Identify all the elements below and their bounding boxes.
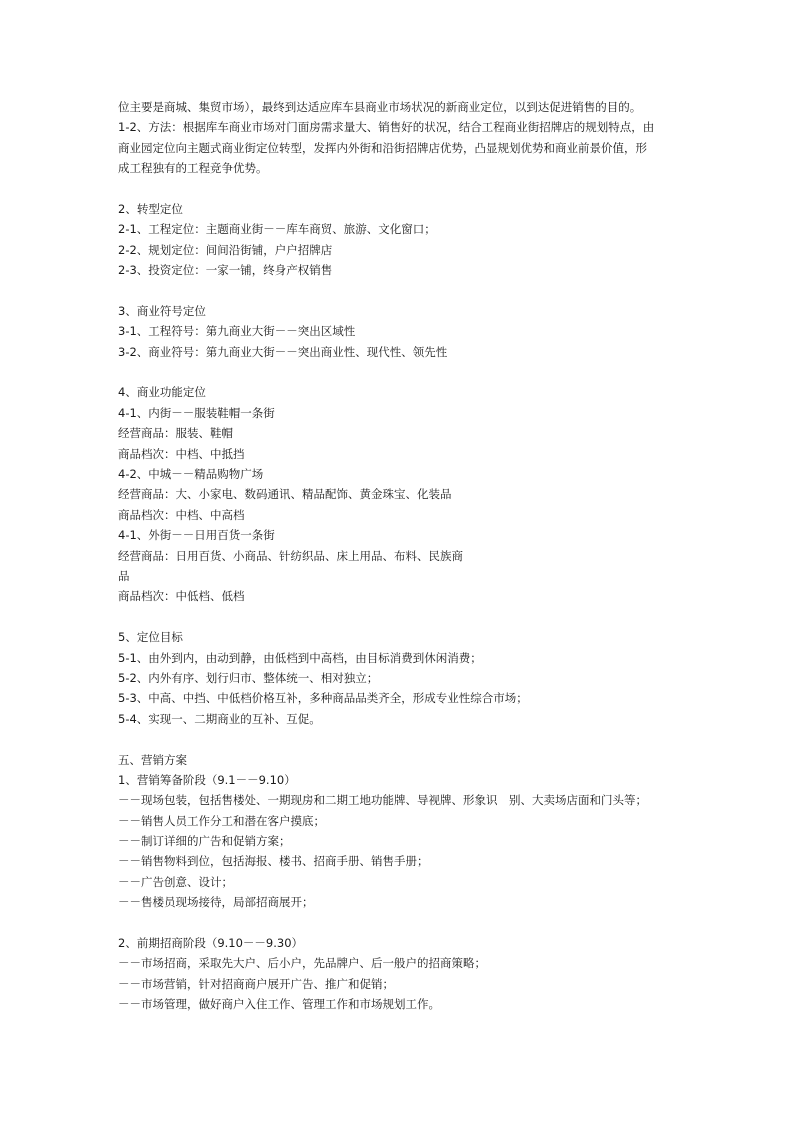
paragraph-gap [118,913,678,933]
document-body [118,97,678,1015]
text-line: －－市场招商，采取先大户、后小户，先品牌户、后一般户的招商策略； [118,956,486,971]
text-line: 5-2、内外有序、划行归市、整体统一、相对独立； [118,670,379,685]
text-line: 商品档次：中档、中抵挡 [118,446,245,461]
text-line: 2、转型定位 [118,201,183,216]
text-line: －－现场包装，包括售楼处、一期现房和二期工地功能牌、导视牌、形象识 别、大卖场店面和门头等； [118,793,647,808]
text-line: 3-1、工程符号：第九商业大街－－突出区域性 [118,324,356,339]
text-line: 3、商业符号定位 [118,303,206,318]
text-line: 位主要是商城、集贸市场），最终到达适应库车县商业市场状况的新商业定位，以到达促进销售的目的。 [118,100,642,114]
text-line: 5-1、由外到内，由动到静，由低档到中高档，由目标消费到休闲消费； [118,650,482,665]
paragraph-gap [118,362,678,382]
text-line: 五、营销方案 [118,752,187,767]
text-line: －－销售物料到位，包括海报、楼书、招商手册、销售手册； [118,854,429,869]
text-line: 4-2、中城－－精品购物广场 [118,467,264,482]
paragraph-gap [118,281,678,301]
text-line: －－市场管理，做好商户入住工作、管理工作和市场规划工作。 [118,997,440,1012]
text-line: 2-1、工程定位：主题商业街－－库车商贸、旅游、文化窗口； [118,222,436,237]
text-line: 经营商品：大、小家电、数码通讯、精品配饰、黄金珠宝、化装品 [118,487,452,502]
text-line: 1、营销筹备阶段（9.1－－9.10） [118,772,296,787]
text-line: 2、前期招商阶段（9.10－－9.30） [118,936,304,951]
text-line: 商品档次：中档、中高档 [118,507,245,522]
text-line: 5、定位目标 [118,630,183,645]
paragraph-gap [118,179,678,199]
text-line: 商业园定位向主题式商业街定位转型，发挥内外街和沿街招牌店优势，凸显规划优势和商业前景价值，形 [118,140,647,155]
text-line: 1-2、方法：根据库车商业市场对门面房需求量大、销售好的状况，结合工程商业街招牌店的规划特点，由 [118,120,655,135]
text-line: 5-3、中高、中挡、中低档价格互补，多种商品品类齐全，形成专业性综合市场； [118,691,528,706]
paragraph-gap [118,729,678,749]
text-line: －－制订详细的广告和促销方案； [118,834,291,849]
text-line: －－广告创意、设计； [118,874,233,889]
text-line: 4-1、内街－－服装鞋帽一条街 [118,405,275,420]
text-line: 经营商品：服装、鞋帽 [118,426,233,441]
text-line: 4-1、外街－－日用百货一条街 [118,528,275,543]
text-line: 经营商品：日用百货、小商品、针纺织品、床上用品、布料、民族商 [118,548,463,563]
text-line: －－售楼员现场接待，局部招商展开； [118,895,314,910]
text-line: －－市场营销，针对招商商户展开广告、推广和促销； [118,976,394,991]
text-line: 成工程独有的工程竞争优势。 [118,161,268,176]
text-line: 4、商业功能定位 [118,385,206,400]
text-line: 5-4、实现一、二期商业的互补、互促。 [118,711,321,726]
text-line: －－销售人员工作分工和潜在客户摸底； [118,813,325,828]
text-line: 2-2、规划定位：间间沿街铺，户户招牌店 [118,242,333,257]
text-line: 3-2、商业符号：第九商业大街－－突出商业性、现代性、领先性 [118,344,448,359]
text-line: 2-3、投资定位：一家一铺，终身产权销售 [118,263,333,278]
paragraph-gap [118,607,678,627]
text-line: 商品档次：中低档、低档 [118,589,245,604]
text-line: 品 [118,568,130,583]
